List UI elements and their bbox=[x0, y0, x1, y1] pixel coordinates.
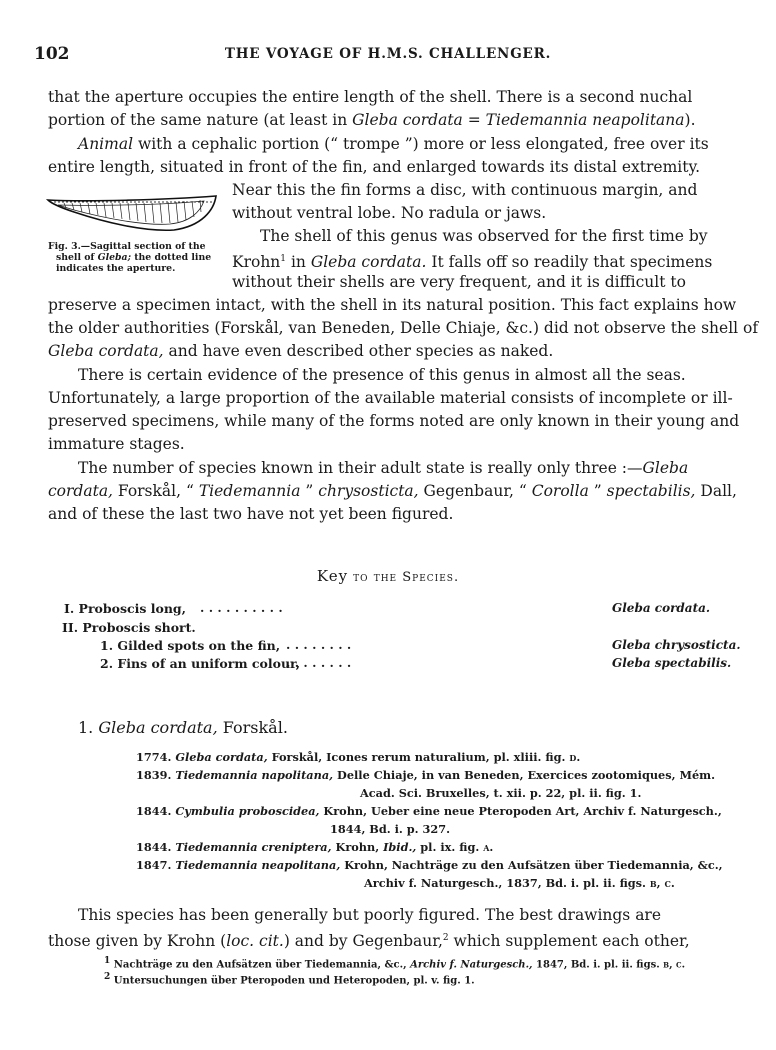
figure-caption bbox=[48, 241, 211, 274]
text: = bbox=[462, 111, 486, 129]
year: 1847. bbox=[136, 858, 176, 872]
key-leader-dots: . . . . . . . . bbox=[286, 637, 352, 652]
shell-section-figure bbox=[44, 188, 220, 238]
taxon-name: Gleba cordata, bbox=[48, 342, 164, 360]
text: ) and by Gegenbaur, bbox=[283, 932, 443, 951]
para3-line-1: The shell of this genus was observed for the first time by bbox=[260, 227, 708, 245]
species-heading bbox=[78, 718, 288, 737]
key-row: 2. Fins of an uniform colour, bbox=[100, 656, 301, 671]
text: Krohn, bbox=[331, 840, 384, 854]
text: It falls off so readily that specimens bbox=[426, 253, 713, 272]
taxon-name: cordata, bbox=[48, 482, 113, 500]
para3-line-6 bbox=[48, 340, 553, 363]
text: shell of bbox=[56, 252, 98, 263]
text: which supplement each other, bbox=[448, 932, 690, 951]
text: a. bbox=[483, 840, 494, 854]
para2-line-1 bbox=[78, 133, 709, 156]
species-number: 1. bbox=[78, 718, 99, 737]
running-head: THE VOYAGE OF H.M.S. CHALLENGER. bbox=[224, 46, 552, 62]
text: Gegenbaur, “ bbox=[418, 482, 532, 500]
key-row: II. Proboscis short. bbox=[62, 620, 196, 635]
footnote-2 bbox=[104, 971, 475, 987]
key-row: I. Proboscis long, bbox=[64, 601, 187, 616]
taxon-name: Tiedemannia neapolitana bbox=[485, 111, 685, 129]
footnote-ref[interactable]: 2 bbox=[442, 933, 449, 943]
text: Archiv f. Naturgesch., bbox=[410, 959, 533, 971]
para3-line-4: preserve a specimen intact, with the shell in its natural position. This fact explains how bbox=[48, 296, 737, 314]
text: Krohn, Nachträge zu den Aufsätzen über Tiedemannia, &c., bbox=[340, 858, 723, 872]
text: 1847, Bd. i. pl. ii. figs. bbox=[532, 959, 664, 971]
para5-line-1 bbox=[78, 457, 688, 480]
text: and have even described other species as naked. bbox=[163, 342, 554, 360]
taxon-name: spectabilis, bbox=[606, 482, 696, 500]
para4-line-2: Unfortunately, a large proportion of the available material consists of incomplete or ill- bbox=[48, 389, 733, 407]
taxon-name: Tiedemannia bbox=[198, 482, 301, 500]
text: b, c. bbox=[663, 959, 686, 971]
text: with a cephalic portion (“ trompe ”) more or less elongated, free over its bbox=[133, 135, 709, 153]
text: Key bbox=[316, 567, 349, 585]
para3-line-3: without their shells are very frequent, and it is difficult to bbox=[232, 273, 686, 291]
text: in bbox=[286, 253, 311, 272]
key-result: Gleba chrysosticta. bbox=[612, 638, 741, 652]
footnote-number: 1 bbox=[104, 956, 111, 966]
text: ” bbox=[588, 482, 607, 500]
year: 1844. bbox=[136, 804, 176, 818]
caption-line-1: Fig. 3.—Sagittal section of the bbox=[48, 241, 206, 252]
taxon-name: Gleba cordata, bbox=[175, 750, 268, 764]
text: d. bbox=[569, 750, 581, 764]
synonymy-continuation bbox=[364, 875, 675, 891]
synonymy-entry bbox=[136, 767, 715, 783]
taxon-name: Gleba; bbox=[97, 252, 131, 263]
text: Delle Chiaje, in van Beneden, Exercices zootomiques, Mém. bbox=[333, 768, 716, 782]
para6-line-1: This species has been generally but poorly figured. The best drawings are bbox=[78, 906, 662, 924]
text: ” bbox=[300, 482, 319, 500]
para4-line-4: immature stages. bbox=[48, 435, 185, 453]
year: 1844. bbox=[136, 840, 176, 854]
taxon-name: Tiedemannia neapolitana, bbox=[175, 858, 341, 872]
para5-line-2 bbox=[48, 480, 737, 503]
page-number: 102 bbox=[34, 44, 70, 64]
taxon-name: Corolla bbox=[531, 482, 589, 500]
para1-line-2 bbox=[48, 109, 696, 132]
taxon-name: Gleba cordata, bbox=[98, 718, 218, 737]
caption-line-3: indicates the aperture. bbox=[56, 263, 176, 274]
text: Dall, bbox=[695, 482, 737, 500]
taxon-name: Tiedemannia napolitana, bbox=[175, 768, 334, 782]
text: pl. ix. fig. bbox=[416, 840, 484, 854]
key-leader-dots: . . . . . . . . bbox=[286, 655, 352, 670]
text: Ibid., bbox=[383, 840, 417, 854]
text: Krohn, Ueber eine neue Pteropoden Art, Archiv f. Naturgesch., bbox=[319, 804, 722, 818]
text: loc. cit. bbox=[226, 932, 284, 951]
taxon-name: Tiedemannia creniptera, bbox=[175, 840, 332, 854]
footnote-ref[interactable]: 1 bbox=[280, 254, 287, 264]
para6-line-2 bbox=[48, 927, 690, 953]
taxon-name: Gleba bbox=[642, 459, 689, 477]
text: Untersuchungen über Pteropoden und Heteropoden, pl. v. fig. 1. bbox=[110, 975, 475, 987]
footnote-1 bbox=[104, 955, 685, 971]
synonymy-entry bbox=[136, 857, 723, 873]
synonymy-continuation: Acad. Sci. Bruxelles, t. xii. p. 22, pl. ii. fig. 1. bbox=[360, 786, 642, 800]
key-result: Gleba cordata. bbox=[612, 601, 711, 615]
taxon-name: chrysosticta, bbox=[318, 482, 419, 500]
text: ). bbox=[684, 111, 696, 129]
synonymy-entry bbox=[136, 803, 722, 819]
key-title bbox=[0, 567, 776, 585]
key-leader-dots: . . . . . . . . . . bbox=[200, 600, 283, 615]
text: the dotted line bbox=[131, 252, 212, 263]
text: Species. bbox=[402, 570, 460, 585]
key-result: Gleba spectabilis. bbox=[612, 656, 732, 670]
para3-line-5: the older authorities (Forskål, van Beneden, Delle Chiaje, &c.) did not observe the shell of bbox=[48, 319, 759, 337]
para5-line-3: and of these the last two have not yet been figured. bbox=[48, 505, 454, 523]
para4-line-3: preserved specimens, while many of the forms noted are only known in their young and bbox=[48, 412, 740, 430]
text: those given by Krohn ( bbox=[48, 932, 227, 951]
synonymy-continuation: 1844, Bd. i. p. 327. bbox=[330, 822, 451, 836]
taxon-name: Cymbulia proboscidea, bbox=[175, 804, 320, 818]
key-row: 1. Gilded spots on the fin, bbox=[100, 638, 281, 653]
text: Nachträge zu den Aufsätzen über Tiedemannia, &c., bbox=[110, 959, 411, 971]
caption-line-2 bbox=[48, 252, 211, 263]
para2-line-4: without ventral lobe. No radula or jaws. bbox=[232, 204, 547, 222]
para4-line-1: There is certain evidence of the presence of this genus in almost all the seas. bbox=[78, 366, 686, 384]
author: Forskål. bbox=[217, 718, 288, 737]
para1-line-1: that the aperture occupies the entire length of the shell. There is a second nuchal bbox=[48, 88, 693, 106]
term: Animal bbox=[78, 135, 134, 153]
footnote-number: 2 bbox=[104, 972, 111, 982]
text: Archiv f. Naturgesch., 1837, Bd. i. pl. ii. figs. bbox=[364, 876, 650, 890]
text: b, c. bbox=[649, 876, 675, 890]
taxon-name: Gleba cordata. bbox=[310, 253, 427, 272]
text: The number of species known in their adult state is really only three :— bbox=[78, 459, 643, 477]
text: Krohn bbox=[232, 253, 281, 272]
text: portion of the same nature (at least in bbox=[48, 111, 353, 129]
synonymy-entry bbox=[136, 839, 493, 855]
taxon-name: Gleba cordata bbox=[352, 111, 463, 129]
synonymy-entry bbox=[136, 749, 580, 765]
text: Forskål, “ bbox=[112, 482, 199, 500]
text: to the bbox=[348, 570, 403, 585]
year: 1774. bbox=[136, 750, 176, 764]
para2-line-2: entire length, situated in front of the fin, and enlarged towards its distal extremity. bbox=[48, 158, 701, 176]
year: 1839. bbox=[136, 768, 176, 782]
para2-line-3: Near this the fin forms a disc, with continuous margin, and bbox=[232, 181, 698, 199]
text: Forskål, Icones rerum naturalium, pl. xliii. fig. bbox=[267, 750, 570, 764]
